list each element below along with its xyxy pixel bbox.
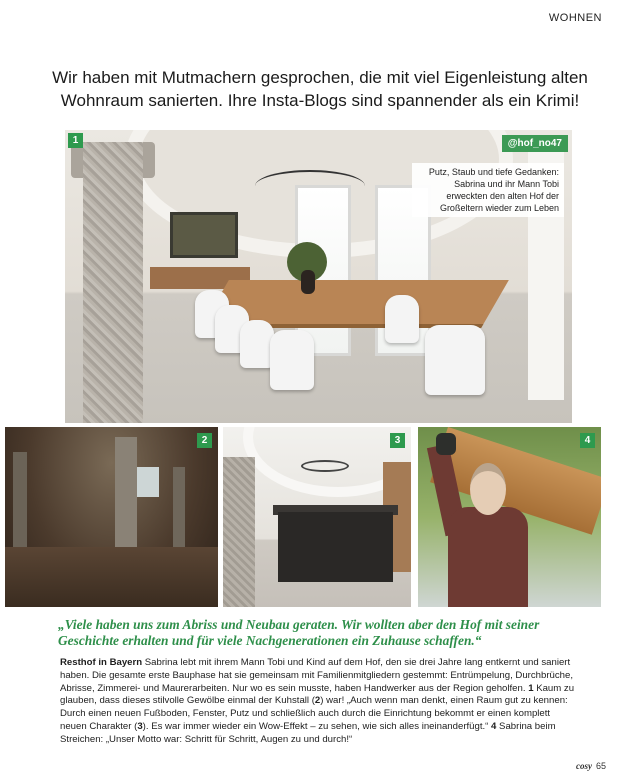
folio — [576, 761, 606, 771]
person — [448, 507, 528, 607]
ruin-floor — [5, 547, 218, 607]
ref-2: 2 — [314, 695, 321, 707]
body-text-4: Sabrina beim Streichen: „Unser Motto war: Schritt für Schritt, Augen zu und durch!“ — [60, 720, 556, 745]
page-number: 65 — [595, 761, 606, 771]
photo-number-3: 3 — [390, 433, 405, 448]
pull-quote: „Viele haben uns zum Abriss und Neubau geraten. Wir wollten aber den Hof mit seiner Geschichte erhalten und für viele Nachgenerationen ein Zuhause schaffen.“ — [58, 617, 540, 648]
photo-number-1: 1 — [68, 133, 83, 148]
body-text-3: ). Es war immer wieder ein Wow-Effekt – zu sehen, wie sich alles ineinanderfügt.“ — [142, 720, 492, 732]
section-label: WOHNEN — [548, 12, 602, 24]
wall-painting — [170, 212, 238, 258]
body-text-1: Kaum zu glauben, dass dieses stilvolle Gewölbe einmal der Kuhstall ( — [60, 682, 575, 707]
photo-kitchen — [223, 427, 411, 607]
person-head — [470, 463, 506, 515]
ring-lamp — [301, 460, 349, 472]
body-intro: Sabrina lebt mit ihrem Mann Tobi und Kind auf dem Hof, den sie drei Jahre lang entkernt und saniert haben. Die gesamte erste Bauphase hat sie gemeinsam mit Familienmitgliedern gestemmt: Entrümpelung, Durchbrüche, Abrisse, Zimmerei- und Maurerarbeiten. Nur wo es sein musste, haben Handwerker aus der Region geholfen. — [60, 657, 573, 694]
body-lead: Resthof in Bayern — [60, 657, 143, 668]
body-text — [60, 657, 576, 747]
photo-number-2: 2 — [197, 433, 212, 448]
chair — [425, 325, 485, 395]
instagram-handle: @hof_no47 — [502, 135, 568, 152]
photo-dining-room — [65, 130, 572, 423]
chair — [385, 295, 419, 343]
magazine-brand: cosy — [575, 761, 592, 771]
photo-caption: Putz, Staub und tiefe Gedanken: Sabrina und ihr Mann Tobi erweckten den alten Hof der Großeltern wieder zum Leben — [412, 163, 564, 217]
ref-4: 4 — [491, 720, 497, 732]
vase — [301, 270, 315, 294]
stone-pillar — [83, 142, 143, 423]
kitchen-island — [278, 512, 393, 582]
photo-number-4: 4 — [580, 433, 595, 448]
ref-1: 1 — [528, 682, 534, 694]
ref-3: 3 — [137, 720, 143, 732]
chair — [240, 320, 274, 368]
glove — [436, 433, 456, 455]
stone-pillar — [223, 457, 255, 607]
photo-painting-beam — [418, 427, 601, 607]
photo-old-cowshed — [5, 427, 218, 607]
chair — [270, 330, 314, 390]
body-text-2: ) war! „Auch wenn man denkt, einen Raum gut zu kennen: Durch einen neuen Fußboden, Fenster, Putz und schließlich auch durch die Einrichtung bekommt er einen komplett neuen Charakter ( — [60, 695, 568, 732]
ruin-window — [135, 467, 159, 497]
headline: Wir haben mit Mutmachern gesprochen, die mit viel Eigenleistung alten Wohnraum sanierten. Ihre Insta-Blogs sind spannender als ein Krimi! — [52, 68, 588, 110]
chandelier — [255, 170, 365, 202]
